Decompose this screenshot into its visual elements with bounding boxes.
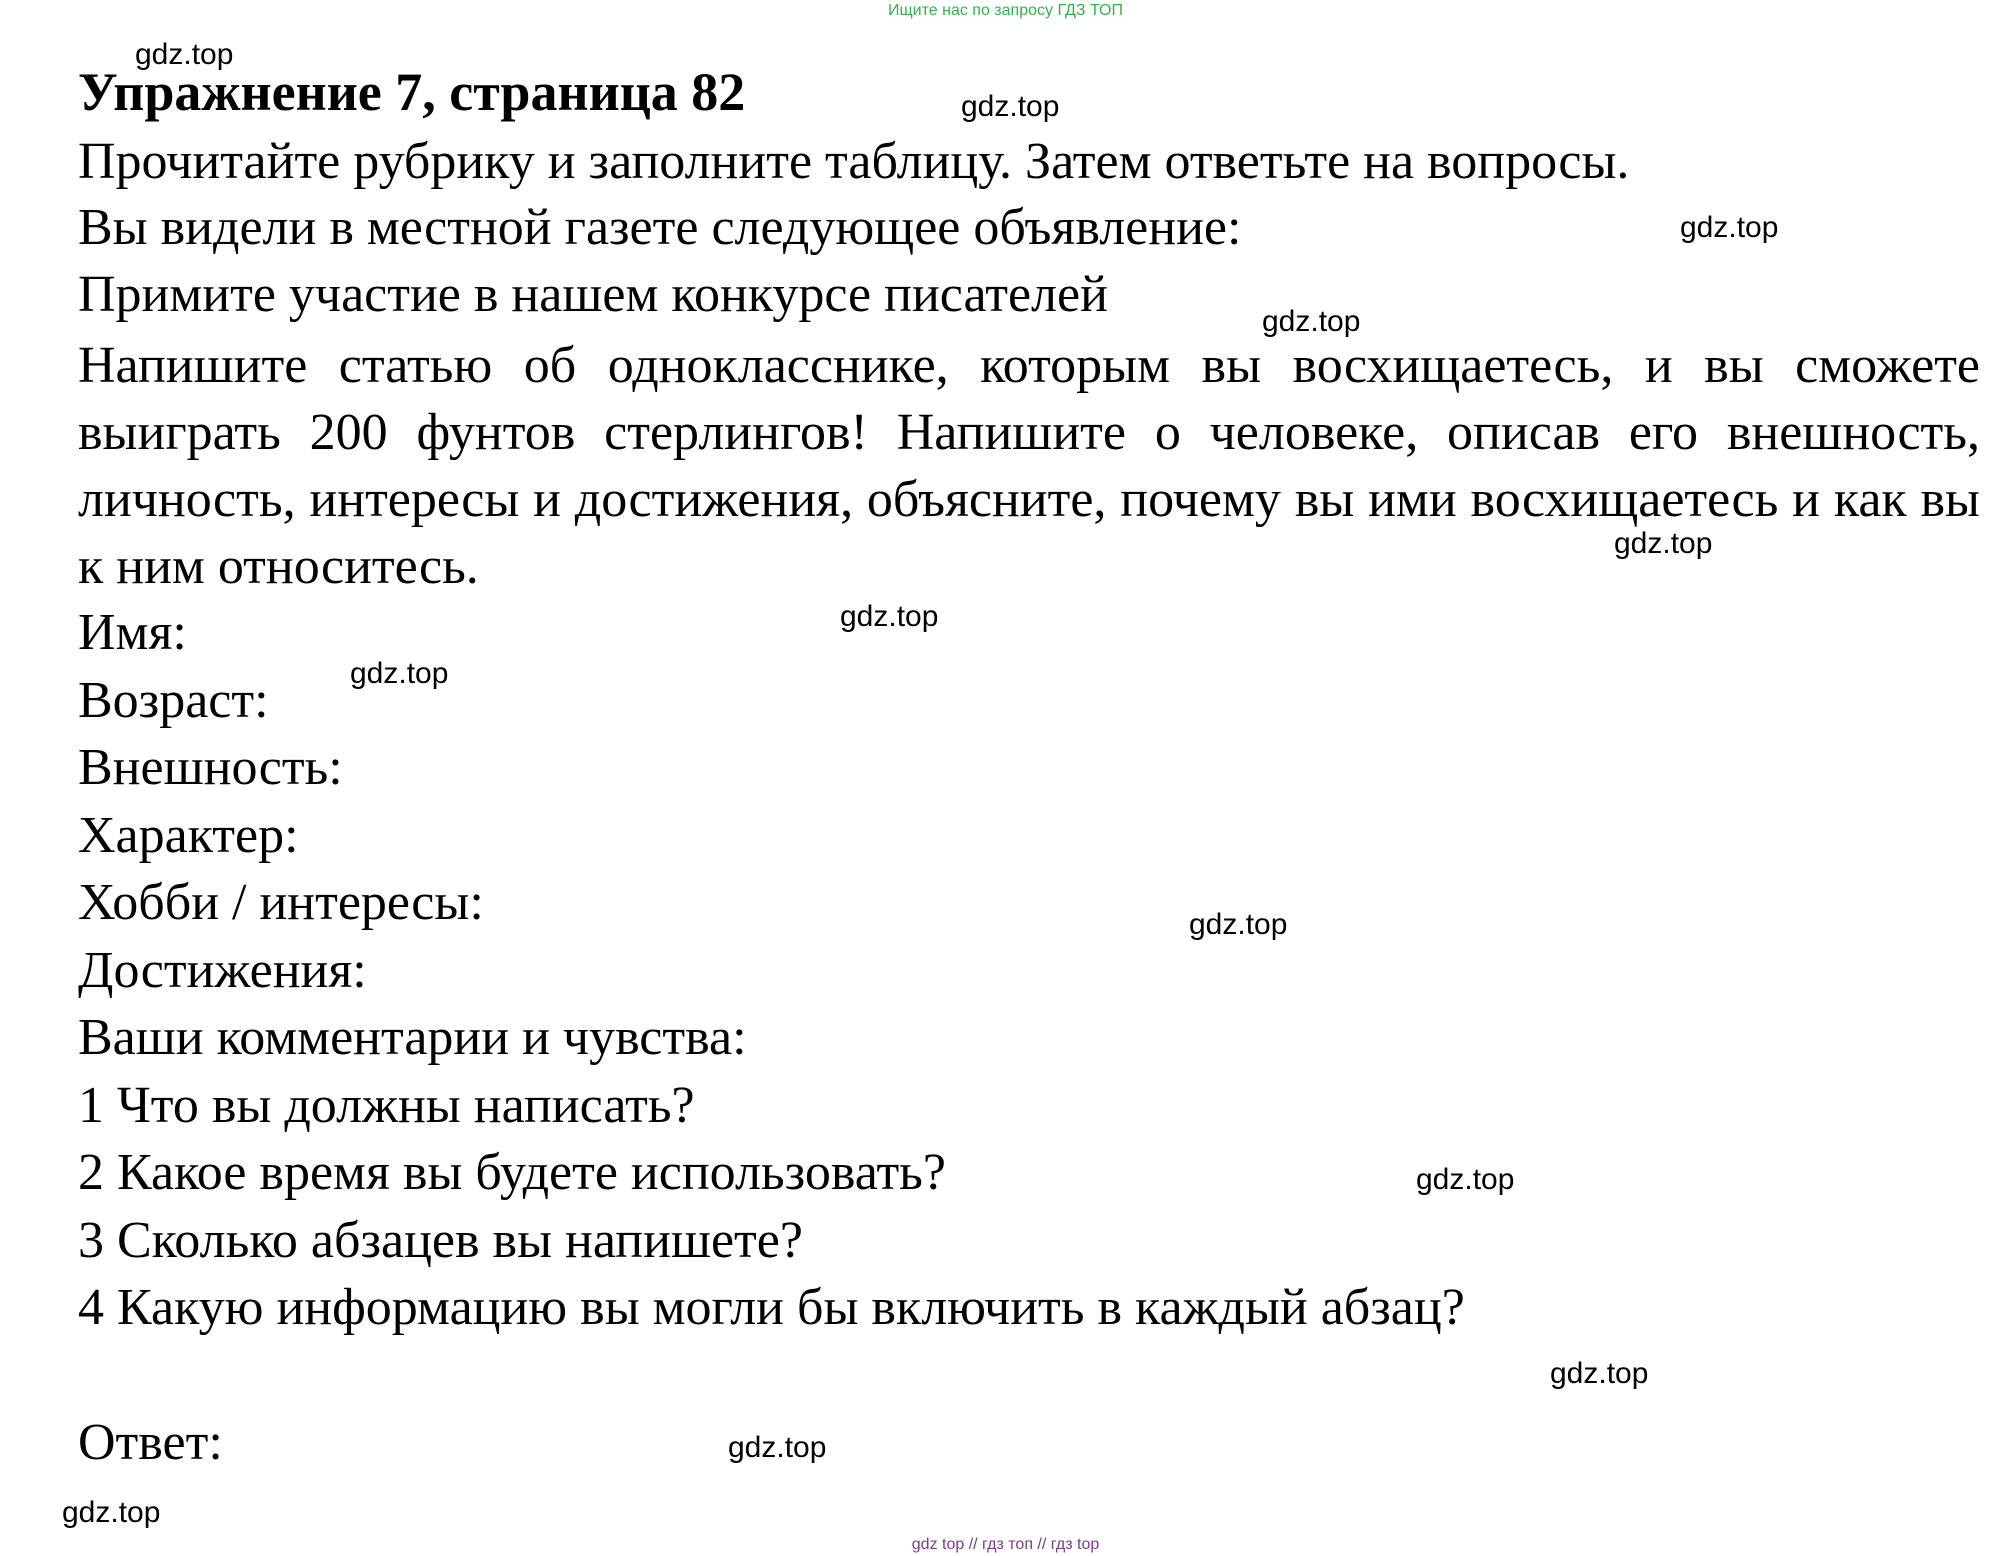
intro-text: Вы видели в местной газете следующее объявление: xyxy=(78,199,1242,256)
question-3: 3 Сколько абзацев вы напишете? xyxy=(78,1212,803,1269)
field-age-label: Возраст: xyxy=(78,672,269,729)
watermark: gdz.top xyxy=(1189,908,1288,941)
watermark: gdz.top xyxy=(62,1496,161,1529)
watermark: gdz.top xyxy=(840,600,939,633)
answer-label: Ответ: xyxy=(78,1414,223,1471)
ad-body-text: Напишите статью об однокласснике, которым вы восхищаетесь, и вы сможете выиграть 200 фунтов стерлингов! Напишите о человеке, описав его внешность, личность, интересы и достижения, объясните, почему вы ими восхищаетесь и как вы к ним относитесь. xyxy=(78,337,1980,595)
watermark: gdz.top xyxy=(1680,211,1779,244)
question-4: 4 Какую информацию вы могли бы включить в каждый абзац? xyxy=(78,1279,1465,1336)
field-hobbies-label: Хобби / интересы: xyxy=(78,874,484,931)
bottom-banner: gdz top // гдз топ // гдз top xyxy=(911,1536,1100,1553)
page-title: Упражнение 7, страница 82 xyxy=(78,62,746,122)
watermark: gdz.top xyxy=(1614,527,1713,560)
field-name-label: Имя: xyxy=(78,604,187,661)
ad-heading: Примите участие в нашем конкурсе писателей xyxy=(78,266,1108,323)
field-character-label: Характер: xyxy=(78,807,299,864)
instruction-text: Прочитайте рубрику и заполните таблицу. Затем ответьте на вопросы. xyxy=(78,133,1630,190)
watermark: gdz.top xyxy=(1262,305,1361,338)
field-appearance-label: Внешность: xyxy=(78,739,343,796)
field-achievements-label: Достижения: xyxy=(78,942,367,999)
question-1: 1 Что вы должны написать? xyxy=(78,1077,695,1134)
top-banner: Ищите нас по запросу ГДЗ ТОП xyxy=(888,2,1123,19)
watermark: gdz.top xyxy=(135,38,234,71)
watermark: gdz.top xyxy=(1550,1357,1649,1390)
watermark: gdz.top xyxy=(961,90,1060,123)
watermark: gdz.top xyxy=(728,1431,827,1464)
watermark: gdz.top xyxy=(1416,1163,1515,1196)
watermark: gdz.top xyxy=(350,657,449,690)
question-2: 2 Какое время вы будете использовать? xyxy=(78,1144,946,1201)
field-comments-label: Ваши комментарии и чувства: xyxy=(78,1009,747,1066)
